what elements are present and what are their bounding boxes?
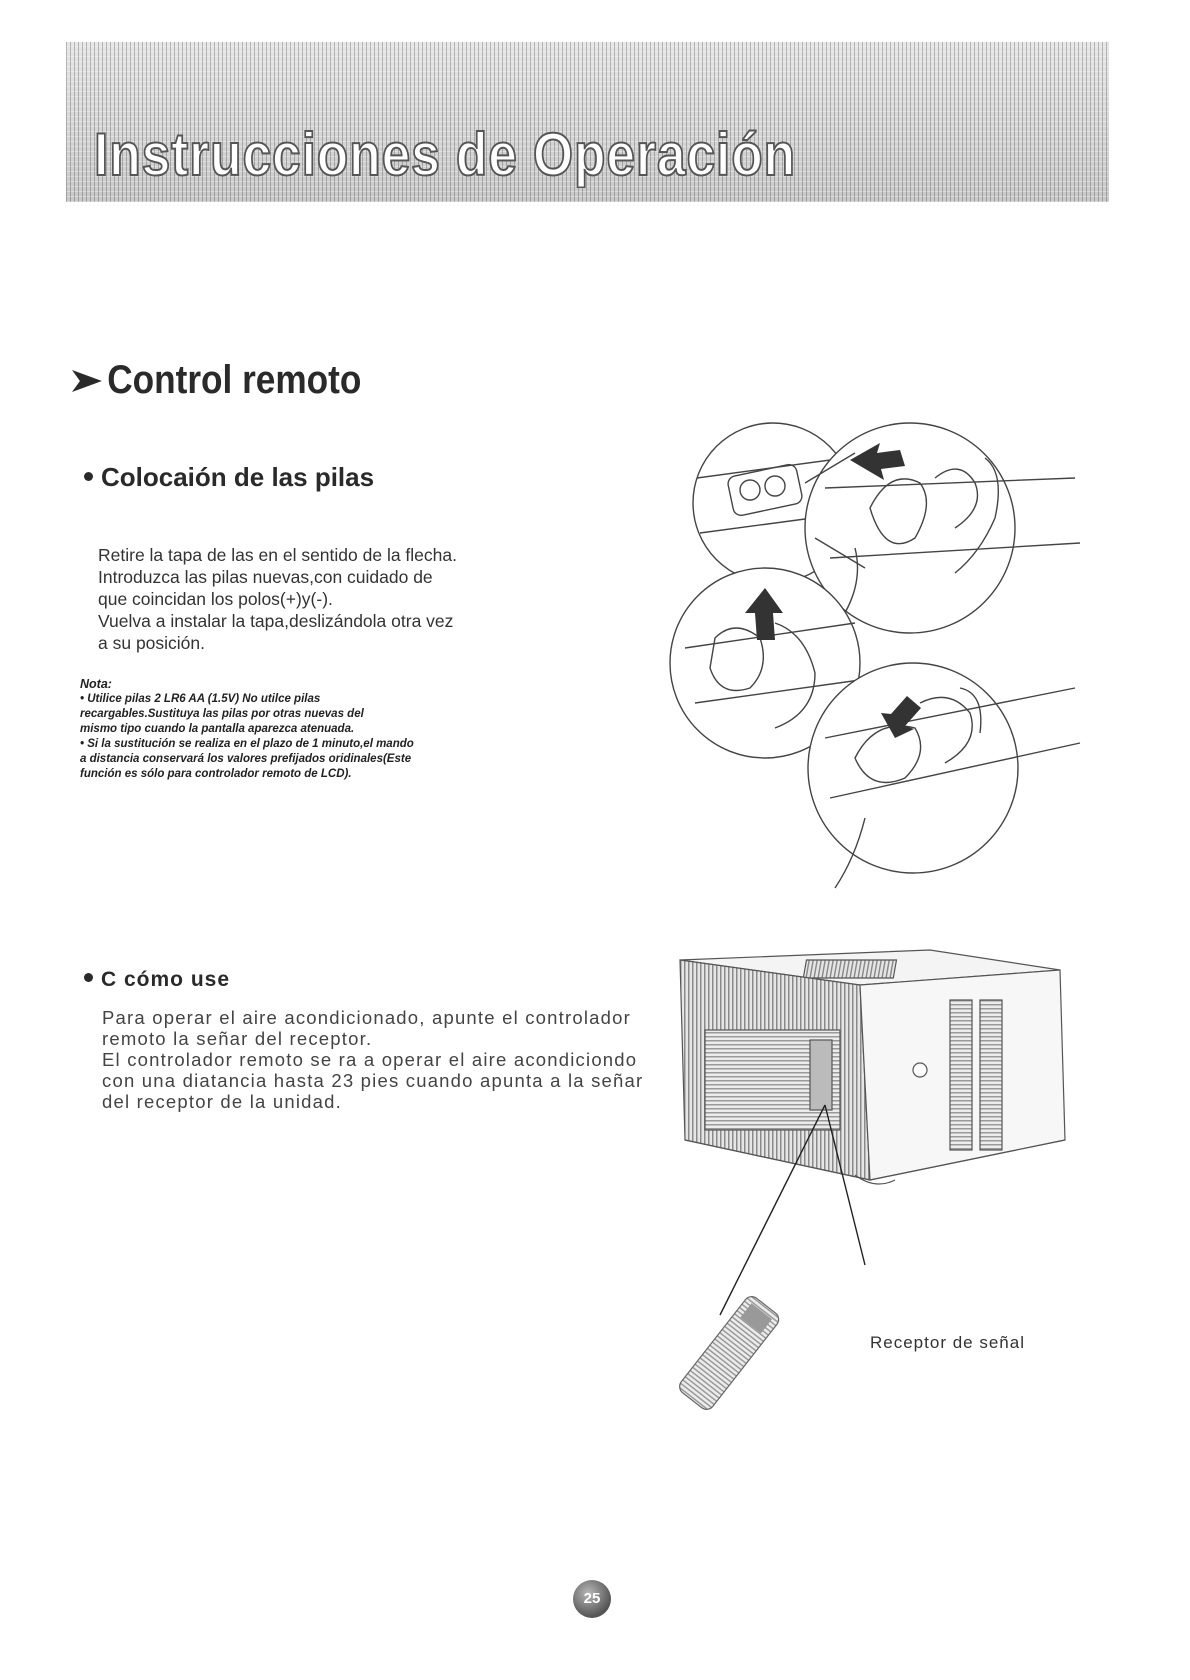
note-line: función es sólo para controlador remoto de LCD). xyxy=(80,768,352,780)
note-line: mismo tipo cuando la pantalla aparezca atenuada. xyxy=(80,723,355,735)
battery-line: que coincidan los polos(+)y(-). xyxy=(98,589,333,609)
usage-line: del receptor de la unidad. xyxy=(102,1091,342,1112)
battery-instructions xyxy=(98,544,457,654)
battery-line: Introduzca las pilas nuevas,con cuidado de xyxy=(98,567,433,587)
battery-illustration xyxy=(655,418,1125,948)
section-title xyxy=(72,358,361,403)
battery-note xyxy=(80,677,414,782)
section-title-text: Control remoto xyxy=(107,358,362,402)
battery-line: Vuelva a instalar la tapa,deslizándola otra vez xyxy=(98,611,454,631)
bullet-icon xyxy=(84,973,93,982)
usage-line: remoto la señar del receptor. xyxy=(102,1028,373,1049)
header-banner xyxy=(66,42,1109,202)
usage-line: con una diatancia hasta 23 pies cuando apunta a la señar xyxy=(102,1070,644,1091)
battery-line: a su posición. xyxy=(98,633,206,653)
usage-heading xyxy=(84,968,230,992)
battery-heading xyxy=(84,462,374,493)
usage-instructions xyxy=(102,1007,643,1112)
usage-line: El controlador remoto se ra a operar el aire acondiciondo xyxy=(102,1049,638,1070)
arrow-right-icon xyxy=(72,370,102,392)
bullet-icon xyxy=(84,472,93,481)
note-line: a distancia conservará los valores prefijados oridinales(Este xyxy=(80,753,412,765)
signal-receptor-caption: Receptor de señal xyxy=(870,1333,1025,1352)
usage-line: Para operar el aire acondicionado, apunte el controlador xyxy=(102,1007,631,1028)
usage-heading-text: C cómo use xyxy=(101,968,231,991)
banner-title: Instrucciones de Operación xyxy=(94,121,796,188)
battery-line: Retire la tapa de las en el sentido de la flecha. xyxy=(98,545,457,565)
note-line: recargables.Sustituya las pilas por otras nuevas del xyxy=(80,708,364,720)
page-number: 25 xyxy=(573,1580,611,1618)
battery-heading-text: Colocaión de las pilas xyxy=(101,462,375,492)
note-label: Nota: xyxy=(80,677,112,691)
note-line: • Si la sustitución se realiza en el plazo de 1 minuto,el mando xyxy=(80,738,414,750)
note-line: • Utilice pilas 2 LR6 AA (1.5V) No utilce pilas xyxy=(80,693,321,705)
